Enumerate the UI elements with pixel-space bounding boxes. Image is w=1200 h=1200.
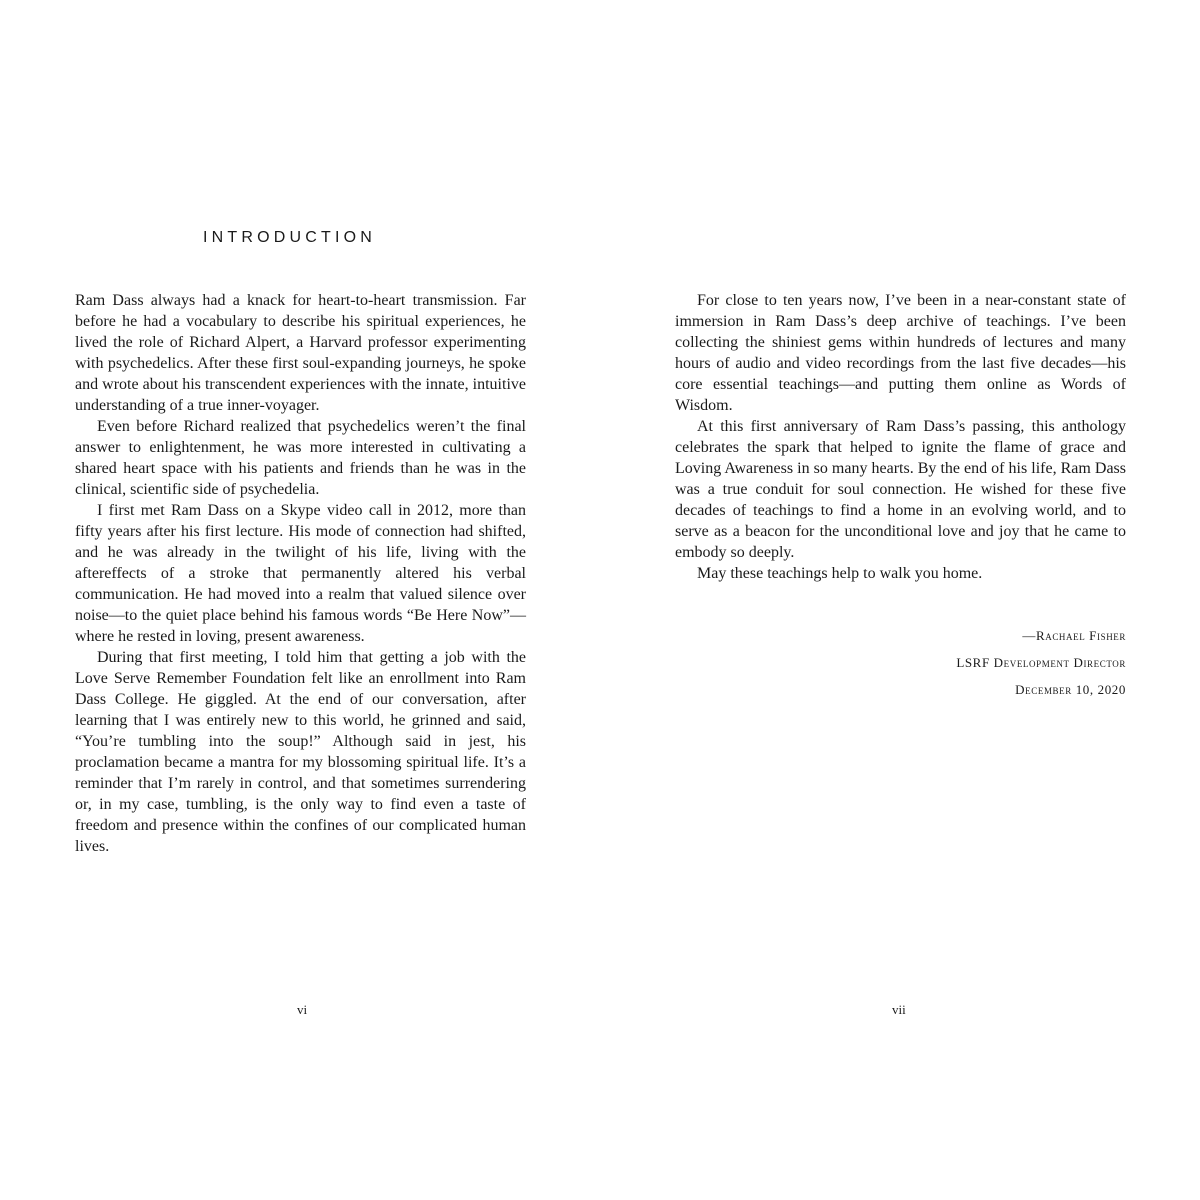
- signature-date: December 10, 2020: [1015, 682, 1126, 697]
- signature-role: LSRF Development Director: [956, 655, 1126, 670]
- page-number: vii: [892, 1002, 906, 1017]
- right-page-body: [675, 290, 1126, 584]
- paragraph: During that first meeting, I told him that getting a job with the Love Serve Remember Foundation felt like an enrollment into Ram Dass College. He giggled. At the end of our conversation, after learning that I was entirely new to this world, he grinned and said, “You’re tumbling into the soup!” Although said in jest, his proclamation became a mantra for my blossoming spiritual life. It’s a reminder that I’m rarely in control, and that sometimes surrendering or, in my case, tumbling, is the only way to find even a taste of freedom and presence within the confines of our complicated human lives.: [75, 649, 526, 855]
- left-page-body: [75, 290, 526, 857]
- paragraph: I first met Ram Dass on a Skype video call in 2012, more than fifty years after his first lecture. His mode of connection had shifted, and he was already in the twilight of his life, living with the aftereffects of a stroke that permanently altered his verbal communication. He had moved into a realm that valued silence over noise—to the quiet place behind his famous words “Be Here Now”—where he rested in loving, present awareness.: [75, 502, 526, 645]
- signature-name: —Rachael Fisher: [1022, 628, 1126, 643]
- page-number: vi: [297, 1002, 308, 1017]
- paragraph: At this first anniversary of Ram Dass’s passing, this anthology celebrates the spark that helped to ignite the flame of grace and Loving Awareness in so many hearts. By the end of his life, Ram Dass was a true conduit for soul connection. He wished for these five decades of teachings to find a home in an evolving world, and to serve as a beacon for the unconditional love and joy that he came to embody so deeply.: [675, 418, 1126, 561]
- paragraph: May these teachings help to walk you home.: [697, 565, 983, 582]
- right-page: [600, 0, 1200, 1200]
- paragraph: Ram Dass always had a knack for heart-to-heart transmission. Far before he had a vocabulary to describe his spiritual experiences, he lived the role of Richard Alpert, a Harvard professor experimenting with psychedelics. After these first soul-expanding journeys, he spoke and wrote about his transcendent experiences with the innate, intuitive understanding of a true inner-voyager.: [75, 292, 526, 414]
- chapter-title: INTRODUCTION: [203, 229, 377, 246]
- paragraph: Even before Richard realized that psychedelics weren’t the final answer to enlightenment, he was more interested in cultivating a shared heart space with his patients and friends than he was in the clinical, scientific side of psychedelia.: [75, 418, 526, 498]
- paragraph: For close to ten years now, I’ve been in a near-constant state of immersion in Ram Dass’s deep archive of teachings. I’ve been collecting the shiniest gems within hundreds of lectures and many hours of audio and video recordings from the last five decades—his core essential teachings—and putting them online as Words of Wisdom.: [675, 292, 1126, 414]
